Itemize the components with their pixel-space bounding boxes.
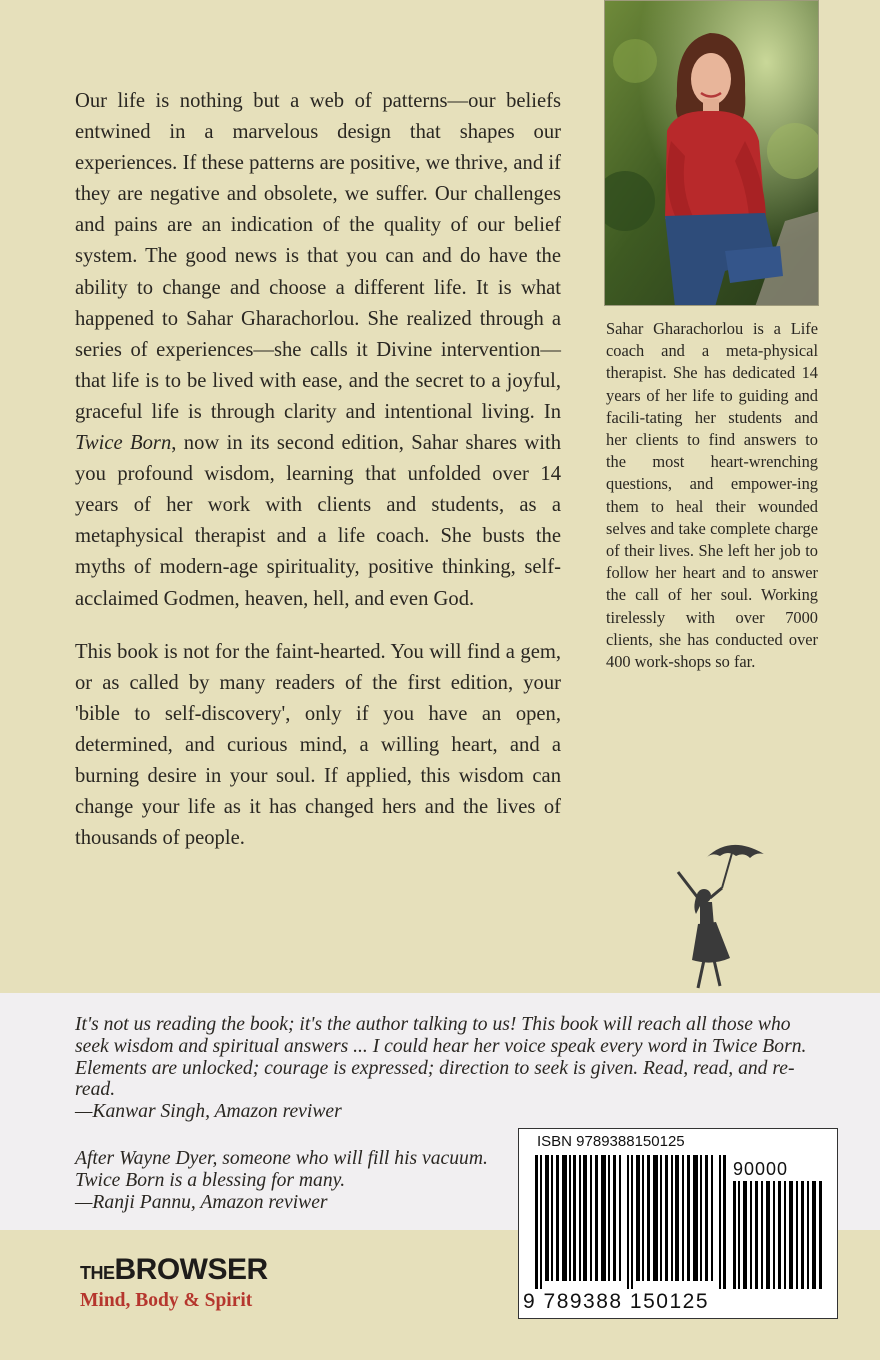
umbrella-girl-illustration [668,836,768,1001]
logo-prefix: THE [80,1263,115,1283]
description-paragraph-1: Our life is nothing but a web of patterns—our beliefs entwined in a marvelous design that shapes our experiences. If these patterns are positive, we thrive, and if they are negative and obsolete, we suffer. Our challenges and pains are an indication of the quality of our belief system. The good news is that you can and do have the ability to change and choose a different life. It is what happened to Sahar Gharachorlou. She realized through a series of experiences—she calls it Divine intervention—that life is to be lived with ease, and the secret to a joyful, graceful life is through clarity and intentional living. In Twice Born, now in its second edition, Sahar shares with you profound wisdom, learning that unfolded over 14 years of her work with clients and students, as a metaphysical therapist and a life coach. She busts the myths of modern-age spirituality, positive thinking, self-acclaimed Godmen, heaven, hell, and even God. [75,90,561,610]
barcode-number: 9 789388 150125 [523,1290,709,1313]
price-bars [733,1181,825,1289]
review-1 [75,1014,815,1123]
author-bio: Sahar Gharachorlou is a Life coach and a meta-physical therapist. She has dedicated 14 years of her life to guiding and facili-tating her students and her clients to find answers to the most heart-wrenching questions, and empower-ing them to heal their wounded selves and take complete charge of their lives. She left her job to follow her heart and to answer the call of her soul. Working tirelessly with over 7000 clients, she has conducted over 400 work-shops so far. [606,319,818,672]
publisher-logo [80,1255,268,1312]
logo-name: BROWSER [114,1253,268,1286]
review-text: After Wayne Dyer, someone who will fill his vacuum. Twice Born is a blessing for many. [75,1148,488,1191]
isbn-barcode [518,1128,838,1319]
author-photo-illustration [605,1,819,306]
review-2 [75,1148,515,1213]
review-text: It's not us reading the book; it's the author talking to us! This book will reach all those who seek wisdom and spiritual answers ... I could hear her voice speak every word in Twice Born. Elements are unlocked; courage is expressed; direction to seek is given. Read, read, and re-read. [75,1014,807,1101]
author-photo [604,0,819,306]
book-description [75,86,561,876]
review-attribution: —Kanwar Singh, Amazon reviwer [75,1101,342,1123]
publisher-imprint: Mind, Body & Spirit [80,1290,253,1311]
isbn-label: ISBN 9789388150125 [537,1133,685,1150]
barcode-bars [535,1155,735,1289]
price-code: 90000 [733,1159,789,1179]
review-attribution: —Ranji Pannu, Amazon reviwer [75,1191,328,1213]
book-title: Twice Born [75,432,172,455]
description-paragraph-2: This book is not for the faint-hearted. You will find a gem, or as called by many readers of the first edition, your 'bible to self-discovery', only if you have an open, determined, and curious mind, a willing heart, and a burning desire in your soul. If applied, this wisdom can change your life as it has changed hers and the lives of thousands of people. [75,640,561,850]
